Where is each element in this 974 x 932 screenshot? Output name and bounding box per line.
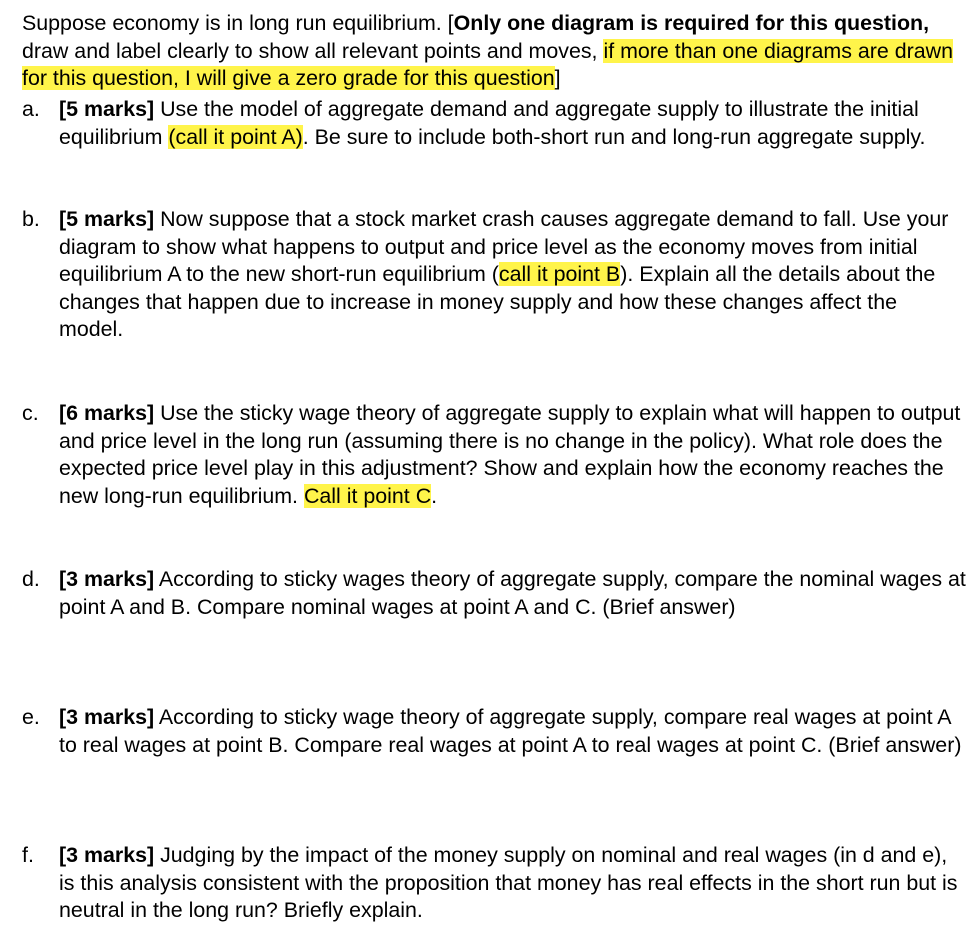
question-text [59,96,967,151]
question-highlight: Call it point C [303,483,432,508]
question-highlight: (call it point A) [168,124,303,149]
question-highlight: call it point B [498,262,621,287]
document-page [22,10,967,923]
question-letter: d. [22,567,40,591]
question-letter: f. [22,843,34,867]
question-text [59,842,967,925]
question-text [59,206,967,344]
intro-text-3: draw and label clearly to show all relevant points and moves, [22,38,604,63]
question-a [22,96,967,151]
intro-highlighted-warning: if more than one diagrams are drawn for this question, I will give a zero grade for this question [22,38,953,91]
question-text [59,400,967,510]
question-e [22,704,967,759]
question-letter: e. [22,705,40,729]
question-marks: [3 marks] [59,567,155,591]
question-body-end: . [431,483,438,508]
intro-text-5: ] [554,66,561,91]
question-f [22,842,967,925]
question-marks: [6 marks] [59,401,155,425]
question-body-end: ). Explain all the details about the changes that happen due to increase in money supply and how these changes affect the model. [59,262,936,342]
question-letter: c. [22,401,39,425]
question-letter: b. [22,207,40,231]
question-marks: [5 marks] [59,207,155,231]
question-body: Now suppose that a stock market crash causes aggregate demand to fall. Use your diagram to show what happens to output and price level as the economy moves from initial equilibrium A to the new short-run equilibrium ( [59,207,949,287]
question-body: According to sticky wages theory of aggregate supply, compare the nominal wages at point A and B. Compare nominal wages at point A and C. (Brief answer) [59,567,966,619]
question-body: According to sticky wage theory of aggregate supply, compare real wages at point A to real wages at point B. Compare real wages at point A to real wages at point C. (Brief answer) [59,705,962,757]
question-body: Use the model of aggregate demand and aggregate supply to illustrate the initial equilibrium [59,97,919,149]
question-text [59,704,967,759]
intro-text-1: Suppose economy is in long run equilibrium. [ [22,11,454,35]
question-marks: [5 marks] [59,97,155,121]
question-body-end: . Be sure to include both-short run and long-run aggregate supply. [302,124,926,149]
question-text [59,566,967,621]
question-marks: [3 marks] [59,705,155,729]
question-c [22,400,967,510]
question-d [22,566,967,621]
question-letter: a. [22,97,40,121]
question-body: Use the sticky wage theory of aggregate supply to explain what will happen to output and price level in the long run (assuming there is no change in the policy). What role does the expected price level play in this adjustment? Show and explain how the economy reaches the new long-run equilibrium. [59,401,961,508]
question-body: Judging by the impact of the money supply on nominal and real wages (in d and e), is this analysis consistent with the proposition that money has real effects in the short run but is neutral in the long run? Briefly explain. [59,843,958,923]
intro-paragraph [22,10,967,93]
question-marks: [3 marks] [59,843,155,867]
intro-bold-instruction: Only one diagram is required for this question, [453,11,930,35]
question-b [22,206,967,344]
